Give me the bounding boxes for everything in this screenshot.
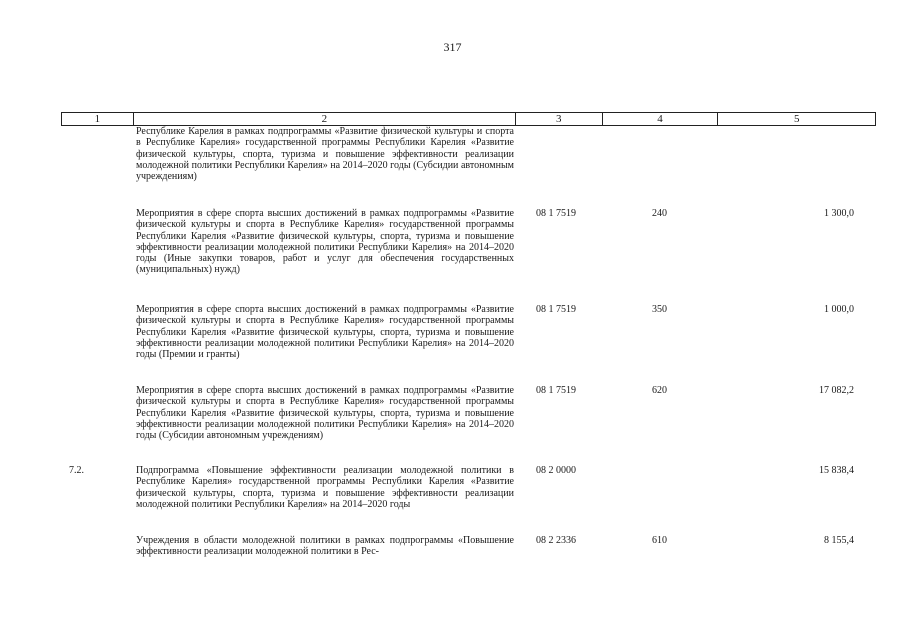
- row-code: 08 2 2336: [536, 535, 576, 546]
- header-col-2: 2: [134, 113, 516, 125]
- row-code: 08 1 7519: [536, 304, 576, 315]
- header-col-1: 1: [62, 113, 134, 125]
- row-description: Учреждения в области молодежной политики в рамках подпрограммы «Повышение эффективности реализации молодежной политики в Рес-: [136, 535, 514, 558]
- row-description: Мероприятия в сфере спорта высших достижений в рамках подпрограммы «Развитие физической культуры и спорта в Республике Карелия» государственной программы Республики Карелия «Развитие физической культуры, спорта, туризма и повышение эффективности реализации молодежной политики Республики Карелия» на 2014–2020 годы (Субсидии автономным учреждениям): [136, 385, 514, 442]
- row-description: Мероприятия в сфере спорта высших достижений в рамках подпрограммы «Развитие физической культуры и спорта в Республике Карелия» государственной программы Республики Карелия «Развитие физической культуры, спорта, туризма и повышение эффективности реализации молодежной политики Республики Карелия» на 2014–2020 годы (Иные закупки товаров, работ и услуг для обеспечения государственных (муниципальных) нужд): [136, 208, 514, 276]
- row-number: 7.2.: [69, 465, 84, 476]
- row-amount: 1 300,0: [824, 208, 854, 219]
- header-col-3: 3: [516, 113, 603, 125]
- row-amount: 1 000,0: [824, 304, 854, 315]
- row-expense-type: 350: [652, 304, 667, 315]
- row-expense-type: 240: [652, 208, 667, 219]
- row-description: Подпрограмма «Повышение эффективности реализации молодежной политики в Республике Карелия» государственной программы Республики Карелия «Развитие физической культуры, спорта, туризма и повышение эффективности реализации молодежной политики Республики Карелия» на 2014–2020 годы: [136, 465, 514, 510]
- table-header: [61, 112, 876, 126]
- row-amount: 15 838,4: [819, 465, 854, 476]
- row-code: 08 1 7519: [536, 385, 576, 396]
- row-expense-type: 620: [652, 385, 667, 396]
- row-description: Мероприятия в сфере спорта высших достижений в рамках подпрограммы «Развитие физической культуры и спорта в Республике Карелия» государственной программы Республики Карелия «Развитие физической культуры, спорта, туризма и повышение эффективности реализации молодежной политики Республики Карелия» на 2014–2020 годы (Премии и гранты): [136, 304, 514, 361]
- page-number: 317: [443, 40, 462, 54]
- row-amount: 17 082,2: [819, 385, 854, 396]
- row-amount: 8 155,4: [824, 535, 854, 546]
- row-expense-type: 610: [652, 535, 667, 546]
- row-code: 08 1 7519: [536, 208, 576, 219]
- row-code: 08 2 0000: [536, 465, 576, 476]
- row-description: Республике Карелия в рамках подпрограммы «Развитие физической культуры и спорта в Республике Карелия» государственной программы Республики Карелия «Развитие физической культуры, спорта, туризма и повышение эффективности реализации молодежной политики Республики Карелия» на 2014–2020 годы (Субсидии автономным учреждениям): [136, 126, 514, 183]
- header-col-5: 5: [793, 113, 800, 125]
- header-col-4: 4: [603, 113, 719, 125]
